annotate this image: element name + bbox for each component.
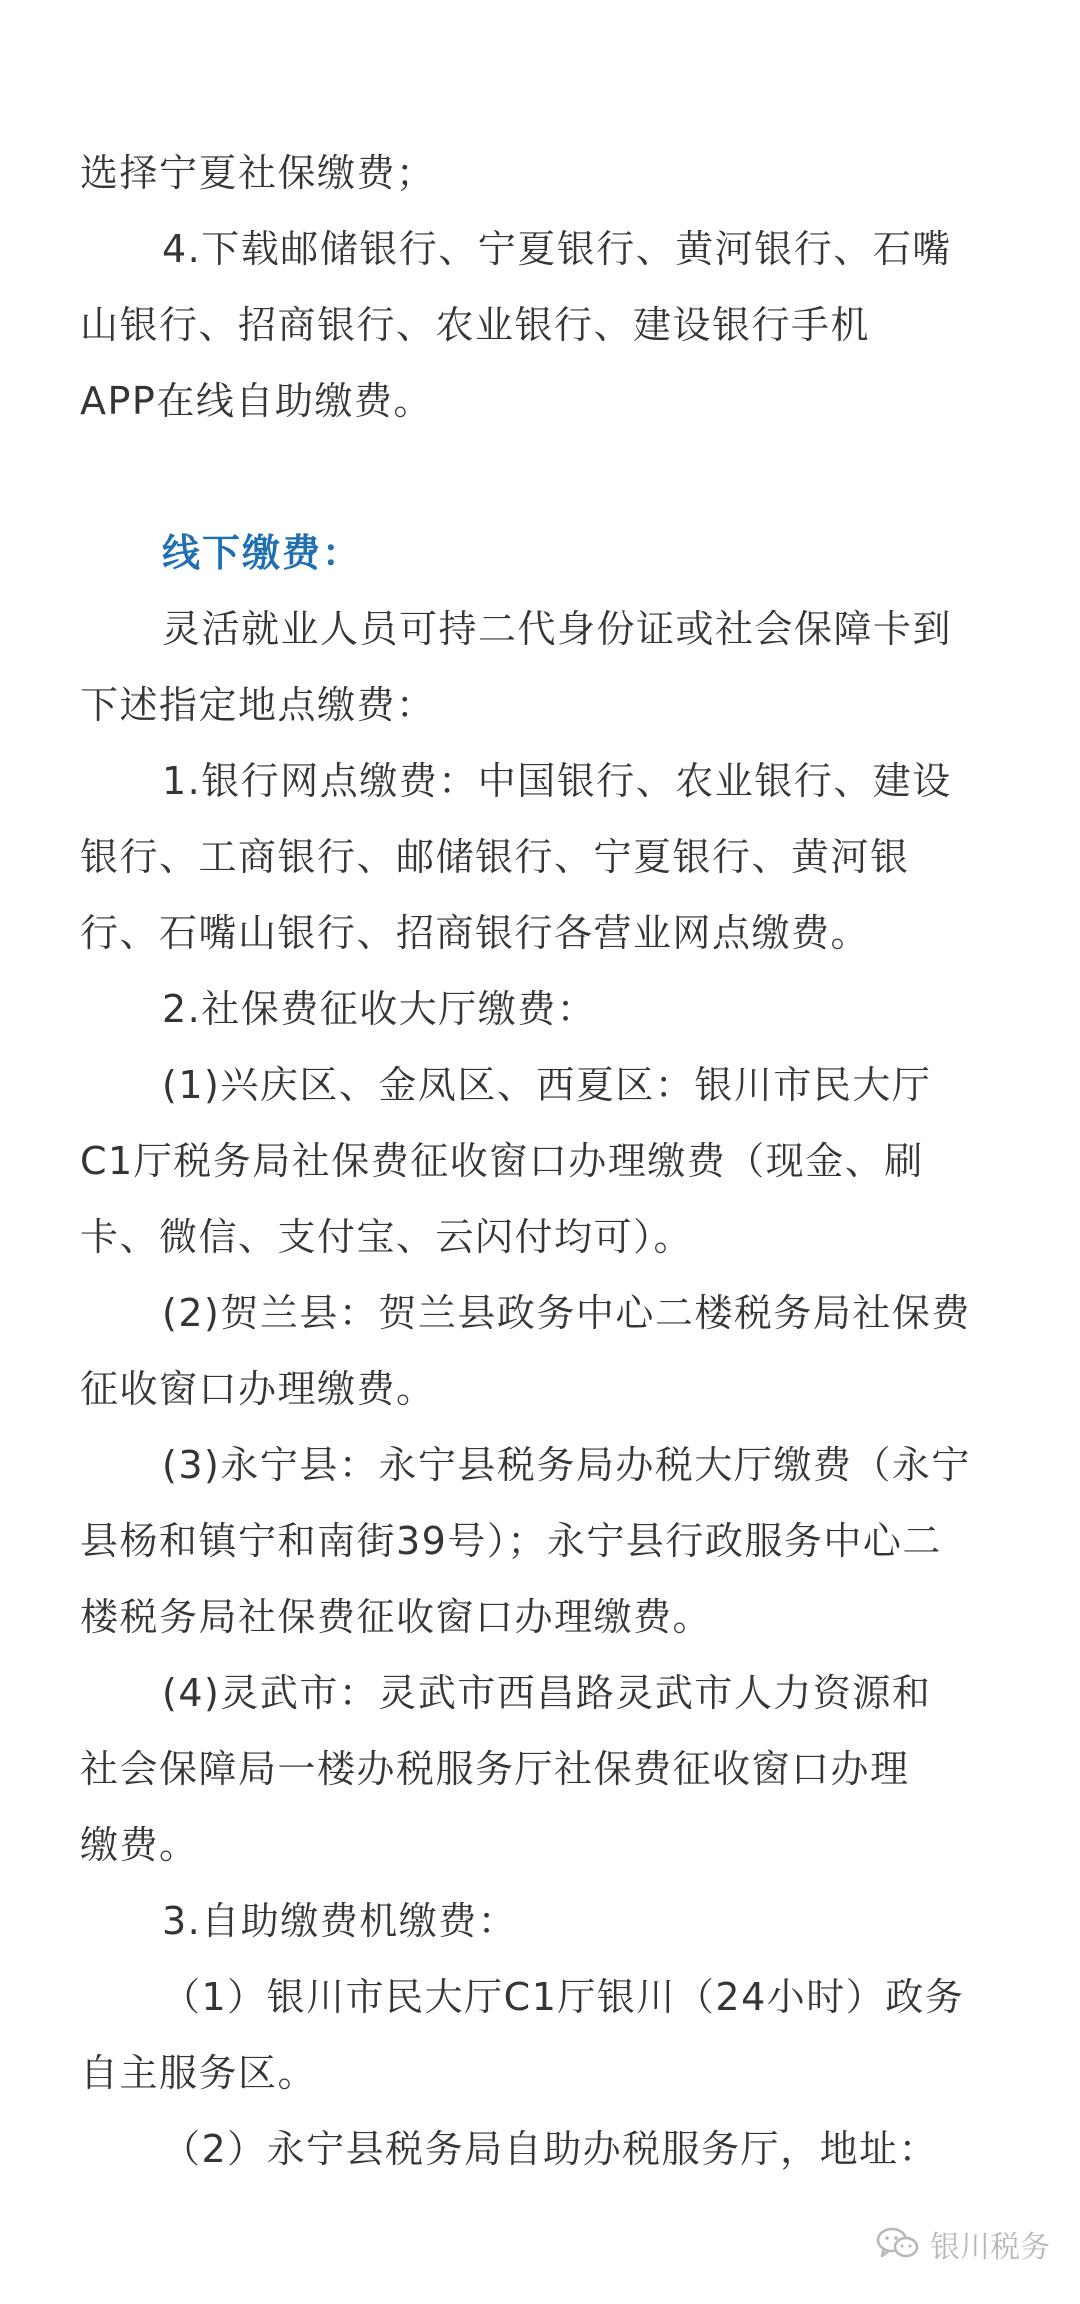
text-line: （1）银川市民大厅C1厅银川（24小时）政务: [162, 1975, 965, 2019]
text-line: (3)永宁县：永宁县税务局办税大厅缴费（永宁: [162, 1443, 971, 1487]
section-heading: 线下缴费：: [162, 531, 363, 575]
text-line: 山银行、招商银行、农业银行、建设银行手机: [80, 303, 871, 347]
text-line: 选择宁夏社保缴费；: [80, 151, 436, 195]
text-line: 缴费。: [80, 1823, 199, 1867]
text-line: (4)灵武市：灵武市西昌路灵武市人力资源和: [162, 1671, 932, 1715]
text-line: 社会保障局一楼办税服务厅社保费征收窗口办理: [80, 1747, 910, 1791]
text-line: 卡、微信、支付宝、云闪付均可）。: [80, 1215, 694, 1259]
text-line: C1厅税务局社保费征收窗口办理缴费（现金、刷: [80, 1139, 924, 1183]
text-line: (1)兴庆区、金凤区、西夏区：银川市民大厅: [162, 1063, 932, 1107]
wechat-icon: [876, 2226, 920, 2262]
text-line: 楼税务局社保费征收窗口办理缴费。: [80, 1595, 713, 1639]
text-line: 3.自助缴费机缴费：: [162, 1899, 518, 1943]
text-line: 征收窗口办理缴费。: [80, 1367, 436, 1411]
text-line: 1.银行网点缴费：中国银行、农业银行、建设: [162, 759, 952, 803]
text-line: 县杨和镇宁和南街39号）；永宁县行政服务中心二: [80, 1519, 942, 1563]
text-line: （2）永宁县税务局自助办税服务厅，地址：: [162, 2127, 939, 2171]
text-line: 自主服务区。: [80, 2051, 318, 2095]
text-line: 灵活就业人员可持二代身份证或社会保障卡到: [162, 607, 953, 651]
watermark-label: 银川税务: [930, 2230, 1050, 2265]
text-line: 4.下载邮储银行、宁夏银行、黄河银行、石嘴: [162, 227, 952, 271]
account-watermark: [876, 2222, 1050, 2266]
text-line: (2)贺兰县：贺兰县政务中心二楼税务局社保费: [162, 1291, 971, 1335]
text-line: APP在线自助缴费。: [80, 379, 433, 423]
text-line: 银行、工商银行、邮储银行、宁夏银行、黄河银: [80, 835, 910, 879]
text-line: 下述指定地点缴费：: [80, 683, 436, 727]
text-line: 行、石嘴山银行、招商银行各营业网点缴费。: [80, 911, 871, 955]
text-line: 2.社保费征收大厅缴费：: [162, 987, 597, 1031]
